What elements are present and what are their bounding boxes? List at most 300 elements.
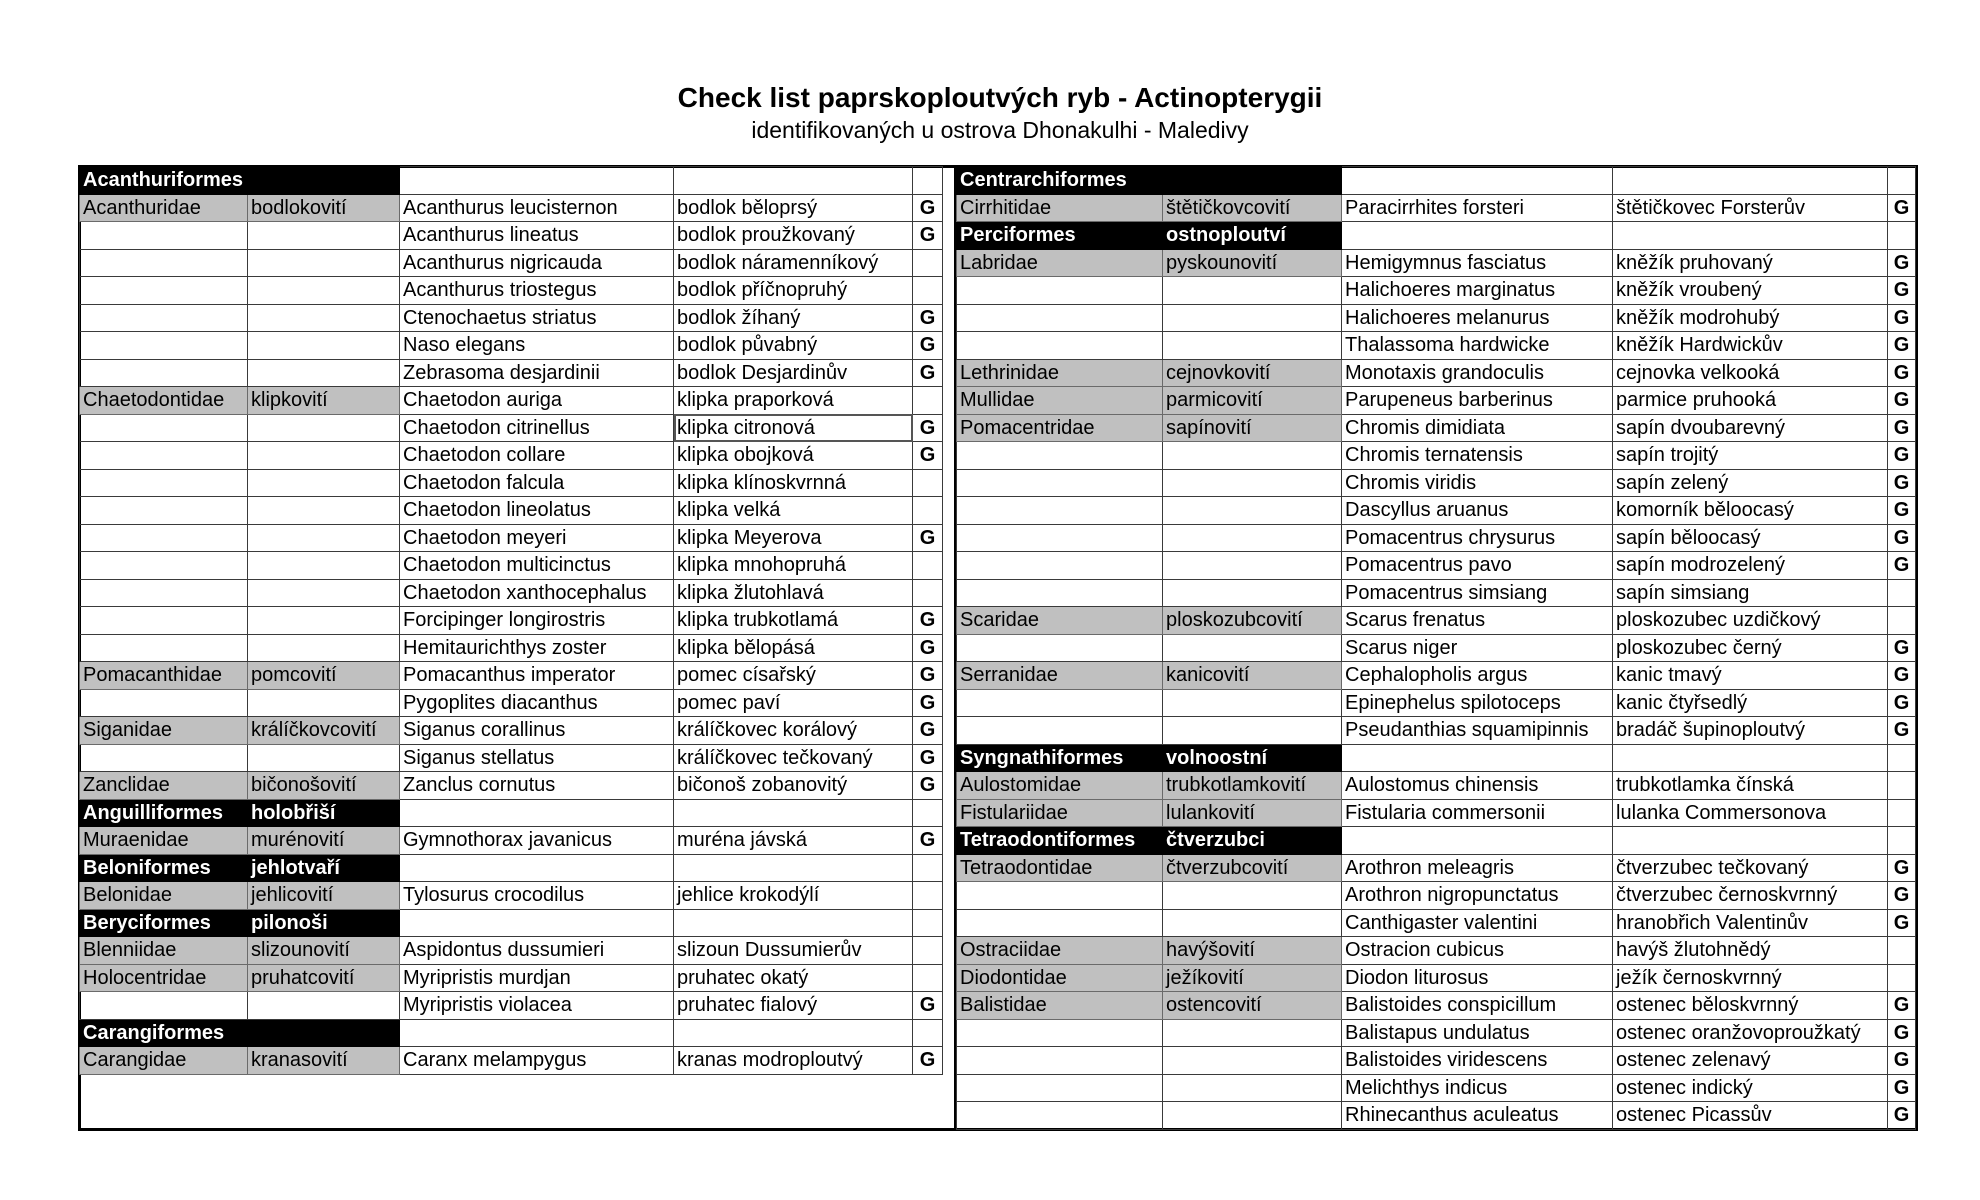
species-czech-cell[interactable]: klipka Meyerova	[674, 524, 913, 552]
species-latin-cell[interactable]: Chaetodon xanthocephalus	[400, 579, 674, 607]
photo-marker-cell[interactable]	[913, 909, 943, 937]
species-latin-cell[interactable]: Acanthurus leucisternon	[400, 194, 674, 222]
family-czech-cell[interactable]	[248, 332, 400, 360]
family-latin-cell[interactable]	[80, 222, 248, 250]
species-czech-cell[interactable]: kanic tmavý	[1613, 662, 1888, 690]
species-czech-cell[interactable]: ostenec indický	[1613, 1074, 1888, 1102]
species-czech-cell[interactable]	[1613, 167, 1888, 195]
species-latin-cell[interactable]: Scarus niger	[1342, 634, 1613, 662]
species-czech-cell[interactable]: kněžík vroubený	[1613, 277, 1888, 305]
photo-marker-cell[interactable]	[913, 552, 943, 580]
photo-marker-cell[interactable]: G	[913, 414, 943, 442]
species-latin-cell[interactable]: Chaetodon multicinctus	[400, 552, 674, 580]
species-czech-cell[interactable]: kranas modroploutvý	[674, 1047, 913, 1075]
photo-marker-cell[interactable]	[913, 854, 943, 882]
photo-marker-cell[interactable]: G	[1888, 854, 1916, 882]
photo-marker-cell[interactable]: G	[913, 359, 943, 387]
photo-marker-cell[interactable]	[1888, 799, 1916, 827]
family-czech-cell[interactable]: sapínovití	[1163, 414, 1342, 442]
family-latin-cell[interactable]: Beryciformes	[80, 909, 248, 937]
photo-marker-cell[interactable]: G	[1888, 497, 1916, 525]
family-czech-cell[interactable]: pyskounovití	[1163, 249, 1342, 277]
species-latin-cell[interactable]: Acanthurus triostegus	[400, 277, 674, 305]
species-latin-cell[interactable]: Myripristis murdjan	[400, 964, 674, 992]
family-latin-cell[interactable]: Beloniformes	[80, 854, 248, 882]
species-czech-cell[interactable]: bodlok Desjardinův	[674, 359, 913, 387]
species-czech-cell[interactable]: ostenec běloskvrnný	[1613, 992, 1888, 1020]
species-czech-cell[interactable]: sapín dvoubarevný	[1613, 414, 1888, 442]
photo-marker-cell[interactable]: G	[913, 689, 943, 717]
family-latin-cell[interactable]	[957, 1047, 1163, 1075]
species-czech-cell[interactable]: cejnovka velkooká	[1613, 359, 1888, 387]
photo-marker-cell[interactable]: G	[1888, 277, 1916, 305]
family-latin-cell[interactable]: Carangiformes	[80, 1019, 248, 1047]
family-latin-cell[interactable]: Zanclidae	[80, 772, 248, 800]
family-czech-cell[interactable]: pilonoši	[248, 909, 400, 937]
family-czech-cell[interactable]	[1163, 717, 1342, 745]
family-latin-cell[interactable]	[957, 1074, 1163, 1102]
family-latin-cell[interactable]: Labridae	[957, 249, 1163, 277]
family-czech-cell[interactable]	[1163, 442, 1342, 470]
species-latin-cell[interactable]: Chaetodon auriga	[400, 387, 674, 415]
photo-marker-cell[interactable]: G	[1888, 689, 1916, 717]
family-czech-cell[interactable]	[248, 249, 400, 277]
family-latin-cell[interactable]: Serranidae	[957, 662, 1163, 690]
family-latin-cell[interactable]	[957, 497, 1163, 525]
photo-marker-cell[interactable]: G	[913, 744, 943, 772]
photo-marker-cell[interactable]: G	[913, 607, 943, 635]
photo-marker-cell[interactable]	[913, 387, 943, 415]
family-czech-cell[interactable]: čtverzubci	[1163, 827, 1342, 855]
family-czech-cell[interactable]	[1163, 1019, 1342, 1047]
species-latin-cell[interactable]	[1342, 827, 1613, 855]
species-latin-cell[interactable]: Pomacentrus chrysurus	[1342, 524, 1613, 552]
family-czech-cell[interactable]	[248, 414, 400, 442]
family-latin-cell[interactable]	[80, 414, 248, 442]
photo-marker-cell[interactable]	[913, 799, 943, 827]
family-latin-cell[interactable]	[80, 277, 248, 305]
family-latin-cell[interactable]: Perciformes	[957, 222, 1163, 250]
family-czech-cell[interactable]: jehlicovití	[248, 882, 400, 910]
family-latin-cell[interactable]: Cirrhitidae	[957, 194, 1163, 222]
species-latin-cell[interactable]: Epinephelus spilotoceps	[1342, 689, 1613, 717]
family-czech-cell[interactable]	[248, 524, 400, 552]
species-czech-cell[interactable]: klipka velká	[674, 497, 913, 525]
photo-marker-cell[interactable]: G	[1888, 1074, 1916, 1102]
photo-marker-cell[interactable]	[913, 249, 943, 277]
family-latin-cell[interactable]	[80, 992, 248, 1020]
family-latin-cell[interactable]: Siganidae	[80, 717, 248, 745]
species-latin-cell[interactable]: Cephalopholis argus	[1342, 662, 1613, 690]
species-latin-cell[interactable]: Aulostomus chinensis	[1342, 772, 1613, 800]
photo-marker-cell[interactable]: G	[1888, 909, 1916, 937]
species-latin-cell[interactable]	[1342, 167, 1613, 195]
family-latin-cell[interactable]	[80, 469, 248, 497]
family-latin-cell[interactable]	[80, 579, 248, 607]
family-latin-cell[interactable]: Tetraodontiformes	[957, 827, 1163, 855]
photo-marker-cell[interactable]: G	[913, 634, 943, 662]
photo-marker-cell[interactable]: G	[1888, 524, 1916, 552]
species-czech-cell[interactable]: čtverzubec černoskvrnný	[1613, 882, 1888, 910]
species-czech-cell[interactable]: pomec paví	[674, 689, 913, 717]
family-czech-cell[interactable]	[1163, 1102, 1342, 1130]
family-latin-cell[interactable]	[80, 497, 248, 525]
family-czech-cell[interactable]: murénovití	[248, 827, 400, 855]
family-czech-cell[interactable]: ostnoploutví	[1163, 222, 1342, 250]
photo-marker-cell[interactable]	[913, 497, 943, 525]
species-czech-cell[interactable]: štětičkovec Forsterův	[1613, 194, 1888, 222]
species-czech-cell[interactable]: komorník běloocasý	[1613, 497, 1888, 525]
photo-marker-cell[interactable]: G	[913, 772, 943, 800]
species-latin-cell[interactable]: Pseudanthias squamipinnis	[1342, 717, 1613, 745]
species-latin-cell[interactable]: Paracirrhites forsteri	[1342, 194, 1613, 222]
photo-marker-cell[interactable]: G	[1888, 304, 1916, 332]
family-latin-cell[interactable]	[957, 717, 1163, 745]
family-latin-cell[interactable]	[957, 579, 1163, 607]
family-czech-cell[interactable]	[1163, 689, 1342, 717]
photo-marker-cell[interactable]	[913, 277, 943, 305]
photo-marker-cell[interactable]: G	[1888, 634, 1916, 662]
family-latin-cell[interactable]: Chaetodontidae	[80, 387, 248, 415]
species-latin-cell[interactable]: Chaetodon meyeri	[400, 524, 674, 552]
family-latin-cell[interactable]	[957, 552, 1163, 580]
photo-marker-cell[interactable]	[1888, 964, 1916, 992]
species-latin-cell[interactable]	[400, 167, 674, 195]
photo-marker-cell[interactable]: G	[1888, 332, 1916, 360]
family-czech-cell[interactable]	[1163, 909, 1342, 937]
species-latin-cell[interactable]: Halichoeres melanurus	[1342, 304, 1613, 332]
family-czech-cell[interactable]	[248, 689, 400, 717]
species-czech-cell[interactable]	[674, 1019, 913, 1047]
species-czech-cell[interactable]: klipka bělopásá	[674, 634, 913, 662]
family-czech-cell[interactable]	[1163, 1074, 1342, 1102]
photo-marker-cell[interactable]: G	[1888, 992, 1916, 1020]
species-czech-cell[interactable]: bodlok běloprsý	[674, 194, 913, 222]
family-czech-cell[interactable]	[248, 304, 400, 332]
species-latin-cell[interactable]: Aspidontus dussumieri	[400, 937, 674, 965]
species-czech-cell[interactable]: sapín běloocasý	[1613, 524, 1888, 552]
photo-marker-cell[interactable]	[913, 1019, 943, 1047]
family-czech-cell[interactable]	[248, 1019, 400, 1047]
family-latin-cell[interactable]: Belonidae	[80, 882, 248, 910]
species-czech-cell[interactable]: klipka klínoskvrnná	[674, 469, 913, 497]
family-czech-cell[interactable]	[248, 744, 400, 772]
photo-marker-cell[interactable]	[913, 167, 943, 195]
species-latin-cell[interactable]: Dascyllus aruanus	[1342, 497, 1613, 525]
species-czech-cell[interactable]: bodlok žíhaný	[674, 304, 913, 332]
species-latin-cell[interactable]: Balistoides viridescens	[1342, 1047, 1613, 1075]
species-latin-cell[interactable]: Caranx melampygus	[400, 1047, 674, 1075]
family-latin-cell[interactable]	[957, 634, 1163, 662]
species-latin-cell[interactable]: Zanclus cornutus	[400, 772, 674, 800]
species-latin-cell[interactable]: Chromis viridis	[1342, 469, 1613, 497]
family-czech-cell[interactable]	[248, 579, 400, 607]
family-czech-cell[interactable]: čtverzubcovití	[1163, 854, 1342, 882]
family-latin-cell[interactable]: Blenniidae	[80, 937, 248, 965]
species-latin-cell[interactable]	[400, 854, 674, 882]
family-latin-cell[interactable]	[80, 359, 248, 387]
photo-marker-cell[interactable]: G	[1888, 1047, 1916, 1075]
photo-marker-cell[interactable]: G	[913, 827, 943, 855]
species-latin-cell[interactable]: Pomacentrus simsiang	[1342, 579, 1613, 607]
photo-marker-cell[interactable]: G	[913, 717, 943, 745]
family-czech-cell[interactable]: pomcovití	[248, 662, 400, 690]
family-latin-cell[interactable]: Holocentridae	[80, 964, 248, 992]
family-latin-cell[interactable]: Diodontidae	[957, 964, 1163, 992]
family-czech-cell[interactable]	[248, 552, 400, 580]
family-czech-cell[interactable]	[1163, 524, 1342, 552]
photo-marker-cell[interactable]: G	[1888, 717, 1916, 745]
species-czech-cell[interactable]: ostenec oranžovoproužkatý	[1613, 1019, 1888, 1047]
photo-marker-cell[interactable]	[913, 964, 943, 992]
family-latin-cell[interactable]	[957, 469, 1163, 497]
family-latin-cell[interactable]	[957, 332, 1163, 360]
family-latin-cell[interactable]	[80, 689, 248, 717]
species-czech-cell[interactable]: pruhatec okatý	[674, 964, 913, 992]
species-czech-cell[interactable]: klipka žlutohlavá	[674, 579, 913, 607]
species-latin-cell[interactable]: Thalassoma hardwicke	[1342, 332, 1613, 360]
photo-marker-cell[interactable]	[913, 882, 943, 910]
species-latin-cell[interactable]: Siganus stellatus	[400, 744, 674, 772]
family-latin-cell[interactable]	[957, 1102, 1163, 1130]
family-czech-cell[interactable]	[248, 992, 400, 1020]
species-latin-cell[interactable]: Zebrasoma desjardinii	[400, 359, 674, 387]
species-latin-cell[interactable]: Acanthurus nigricauda	[400, 249, 674, 277]
species-latin-cell[interactable]: Fistularia commersonii	[1342, 799, 1613, 827]
family-latin-cell[interactable]	[80, 744, 248, 772]
species-latin-cell[interactable]: Scarus frenatus	[1342, 607, 1613, 635]
family-czech-cell[interactable]	[1163, 579, 1342, 607]
species-czech-cell[interactable]: kněžík pruhovaný	[1613, 249, 1888, 277]
photo-marker-cell[interactable]: G	[1888, 194, 1916, 222]
species-czech-cell[interactable]: ploskozubec uzdičkový	[1613, 607, 1888, 635]
species-czech-cell[interactable]	[674, 167, 913, 195]
species-latin-cell[interactable]: Canthigaster valentini	[1342, 909, 1613, 937]
species-latin-cell[interactable]	[1342, 222, 1613, 250]
species-latin-cell[interactable]: Balistapus undulatus	[1342, 1019, 1613, 1047]
family-czech-cell[interactable]: trubkotlamkovití	[1163, 772, 1342, 800]
species-czech-cell[interactable]: kněžík modrohubý	[1613, 304, 1888, 332]
family-czech-cell[interactable]: holobřiší	[248, 799, 400, 827]
species-latin-cell[interactable]: Chromis dimidiata	[1342, 414, 1613, 442]
species-latin-cell[interactable]: Pomacanthus imperator	[400, 662, 674, 690]
species-czech-cell[interactable]: pomec císařský	[674, 662, 913, 690]
family-latin-cell[interactable]: Ostraciidae	[957, 937, 1163, 965]
species-czech-cell[interactable]: králíčkovec korálový	[674, 717, 913, 745]
species-latin-cell[interactable]: Ostracion cubicus	[1342, 937, 1613, 965]
species-latin-cell[interactable]: Arothron nigropunctatus	[1342, 882, 1613, 910]
family-czech-cell[interactable]: ostencovití	[1163, 992, 1342, 1020]
family-latin-cell[interactable]: Centrarchiformes	[957, 167, 1163, 195]
species-czech-cell[interactable]	[674, 799, 913, 827]
family-czech-cell[interactable]: ploskozubcovití	[1163, 607, 1342, 635]
family-latin-cell[interactable]	[80, 524, 248, 552]
photo-marker-cell[interactable]: G	[1888, 249, 1916, 277]
family-latin-cell[interactable]: Tetraodontidae	[957, 854, 1163, 882]
family-latin-cell[interactable]	[957, 882, 1163, 910]
species-czech-cell[interactable]: bodlok náramenníkový	[674, 249, 913, 277]
family-czech-cell[interactable]: cejnovkovití	[1163, 359, 1342, 387]
family-czech-cell[interactable]: králíčkovcovití	[248, 717, 400, 745]
photo-marker-cell[interactable]	[1888, 937, 1916, 965]
photo-marker-cell[interactable]: G	[913, 222, 943, 250]
photo-marker-cell[interactable]: G	[913, 662, 943, 690]
species-latin-cell[interactable]: Naso elegans	[400, 332, 674, 360]
photo-marker-cell[interactable]: G	[1888, 387, 1916, 415]
species-czech-cell[interactable]: bodlok proužkovaný	[674, 222, 913, 250]
species-latin-cell[interactable]: Hemigymnus fasciatus	[1342, 249, 1613, 277]
family-latin-cell[interactable]	[957, 277, 1163, 305]
species-czech-cell[interactable]: klipka citronová	[674, 414, 913, 442]
species-czech-cell[interactable]: klipka obojková	[674, 442, 913, 470]
species-czech-cell[interactable]: jehlice krokodýlí	[674, 882, 913, 910]
family-czech-cell[interactable]: pruhatcovití	[248, 964, 400, 992]
family-czech-cell[interactable]	[248, 634, 400, 662]
family-latin-cell[interactable]	[80, 634, 248, 662]
species-latin-cell[interactable]: Pomacentrus pavo	[1342, 552, 1613, 580]
photo-marker-cell[interactable]	[1888, 167, 1916, 195]
photo-marker-cell[interactable]: G	[1888, 882, 1916, 910]
species-czech-cell[interactable]: králíčkovec tečkovaný	[674, 744, 913, 772]
species-latin-cell[interactable]: Halichoeres marginatus	[1342, 277, 1613, 305]
family-czech-cell[interactable]	[248, 277, 400, 305]
family-czech-cell[interactable]	[248, 359, 400, 387]
family-czech-cell[interactable]	[1163, 277, 1342, 305]
species-latin-cell[interactable]: Chaetodon collare	[400, 442, 674, 470]
family-czech-cell[interactable]: bodlokovití	[248, 194, 400, 222]
species-czech-cell[interactable]: klipka trubkotlamá	[674, 607, 913, 635]
species-czech-cell[interactable]: klipka mnohopruhá	[674, 552, 913, 580]
family-czech-cell[interactable]: kanicovití	[1163, 662, 1342, 690]
photo-marker-cell[interactable]	[1888, 607, 1916, 635]
species-latin-cell[interactable]: Balistoides conspicillum	[1342, 992, 1613, 1020]
species-latin-cell[interactable]: Chromis ternatensis	[1342, 442, 1613, 470]
species-czech-cell[interactable]: havýš žlutohnědý	[1613, 937, 1888, 965]
species-latin-cell[interactable]: Chaetodon falcula	[400, 469, 674, 497]
species-czech-cell[interactable]: bičonoš zobanovitý	[674, 772, 913, 800]
family-latin-cell[interactable]	[80, 249, 248, 277]
family-czech-cell[interactable]	[248, 469, 400, 497]
photo-marker-cell[interactable]: G	[1888, 1102, 1916, 1130]
family-czech-cell[interactable]: bičonošovití	[248, 772, 400, 800]
species-latin-cell[interactable]: Chaetodon lineolatus	[400, 497, 674, 525]
family-czech-cell[interactable]: parmicovití	[1163, 387, 1342, 415]
family-czech-cell[interactable]: havýšovití	[1163, 937, 1342, 965]
family-czech-cell[interactable]: volnoostní	[1163, 744, 1342, 772]
family-latin-cell[interactable]	[957, 689, 1163, 717]
species-latin-cell[interactable]: Forcipinger longirostris	[400, 607, 674, 635]
species-czech-cell[interactable]: kanic čtyřsedlý	[1613, 689, 1888, 717]
photo-marker-cell[interactable]: G	[1888, 442, 1916, 470]
family-latin-cell[interactable]: Mullidae	[957, 387, 1163, 415]
species-czech-cell[interactable]: bodlok půvabný	[674, 332, 913, 360]
photo-marker-cell[interactable]	[1888, 744, 1916, 772]
family-latin-cell[interactable]: Carangidae	[80, 1047, 248, 1075]
species-czech-cell[interactable]: slizoun Dussumierův	[674, 937, 913, 965]
species-czech-cell[interactable]: ostenec zelenavý	[1613, 1047, 1888, 1075]
family-czech-cell[interactable]: jehlotvaří	[248, 854, 400, 882]
species-latin-cell[interactable]: Siganus corallinus	[400, 717, 674, 745]
family-latin-cell[interactable]	[80, 442, 248, 470]
family-czech-cell[interactable]	[248, 442, 400, 470]
species-latin-cell[interactable]: Acanthurus lineatus	[400, 222, 674, 250]
species-czech-cell[interactable]: muréna jávská	[674, 827, 913, 855]
photo-marker-cell[interactable]: G	[913, 992, 943, 1020]
species-czech-cell[interactable]: bodlok příčnopruhý	[674, 277, 913, 305]
family-latin-cell[interactable]: Anguilliformes	[80, 799, 248, 827]
family-latin-cell[interactable]: Pomacentridae	[957, 414, 1163, 442]
family-latin-cell[interactable]: Muraenidae	[80, 827, 248, 855]
family-czech-cell[interactable]	[1163, 1047, 1342, 1075]
family-czech-cell[interactable]: štětičkovcovití	[1163, 194, 1342, 222]
species-czech-cell[interactable]	[1613, 827, 1888, 855]
species-czech-cell[interactable]: trubkotlamka čínská	[1613, 772, 1888, 800]
family-latin-cell[interactable]: Aulostomidae	[957, 772, 1163, 800]
family-czech-cell[interactable]	[1163, 552, 1342, 580]
species-czech-cell[interactable]	[1613, 744, 1888, 772]
species-latin-cell[interactable]: Diodon liturosus	[1342, 964, 1613, 992]
family-latin-cell[interactable]: Pomacanthidae	[80, 662, 248, 690]
species-latin-cell[interactable]: Chaetodon citrinellus	[400, 414, 674, 442]
family-czech-cell[interactable]	[1163, 882, 1342, 910]
species-czech-cell[interactable]: sapín modrozelený	[1613, 552, 1888, 580]
species-latin-cell[interactable]: Myripristis violacea	[400, 992, 674, 1020]
family-latin-cell[interactable]	[957, 442, 1163, 470]
species-latin-cell[interactable]: Melichthys indicus	[1342, 1074, 1613, 1102]
family-latin-cell[interactable]	[80, 607, 248, 635]
species-latin-cell[interactable]	[400, 1019, 674, 1047]
family-latin-cell[interactable]: Acanthuridae	[80, 194, 248, 222]
family-latin-cell[interactable]	[80, 304, 248, 332]
family-latin-cell[interactable]: Acanthuriformes	[80, 167, 248, 195]
photo-marker-cell[interactable]: G	[913, 194, 943, 222]
photo-marker-cell[interactable]: G	[913, 524, 943, 552]
photo-marker-cell[interactable]: G	[1888, 414, 1916, 442]
species-latin-cell[interactable]: Tylosurus crocodilus	[400, 882, 674, 910]
family-czech-cell[interactable]	[248, 167, 400, 195]
family-latin-cell[interactable]	[957, 524, 1163, 552]
photo-marker-cell[interactable]	[1888, 772, 1916, 800]
family-czech-cell[interactable]	[1163, 332, 1342, 360]
species-latin-cell[interactable]: Parupeneus barberinus	[1342, 387, 1613, 415]
family-latin-cell[interactable]	[80, 332, 248, 360]
family-latin-cell[interactable]: Lethrinidae	[957, 359, 1163, 387]
species-czech-cell[interactable]: ploskozubec černý	[1613, 634, 1888, 662]
species-czech-cell[interactable]: lulanka Commersonova	[1613, 799, 1888, 827]
species-latin-cell[interactable]	[400, 909, 674, 937]
family-latin-cell[interactable]	[80, 552, 248, 580]
species-latin-cell[interactable]: Pygoplites diacanthus	[400, 689, 674, 717]
family-czech-cell[interactable]: lulankovití	[1163, 799, 1342, 827]
photo-marker-cell[interactable]	[913, 937, 943, 965]
family-latin-cell[interactable]	[957, 1019, 1163, 1047]
species-czech-cell[interactable]: čtverzubec tečkovaný	[1613, 854, 1888, 882]
species-latin-cell[interactable]: Rhinecanthus aculeatus	[1342, 1102, 1613, 1130]
species-czech-cell[interactable]: sapín trojitý	[1613, 442, 1888, 470]
species-latin-cell[interactable]: Gymnothorax javanicus	[400, 827, 674, 855]
species-latin-cell[interactable]: Arothron meleagris	[1342, 854, 1613, 882]
species-czech-cell[interactable]	[1613, 222, 1888, 250]
species-czech-cell[interactable]: ježík černoskvrnný	[1613, 964, 1888, 992]
photo-marker-cell[interactable]: G	[1888, 469, 1916, 497]
family-czech-cell[interactable]: ježíkovití	[1163, 964, 1342, 992]
family-latin-cell[interactable]: Fistulariidae	[957, 799, 1163, 827]
species-czech-cell[interactable]: hranobřich Valentinův	[1613, 909, 1888, 937]
family-czech-cell[interactable]	[248, 607, 400, 635]
family-czech-cell[interactable]	[248, 222, 400, 250]
family-czech-cell[interactable]	[1163, 304, 1342, 332]
family-latin-cell[interactable]: Scaridae	[957, 607, 1163, 635]
